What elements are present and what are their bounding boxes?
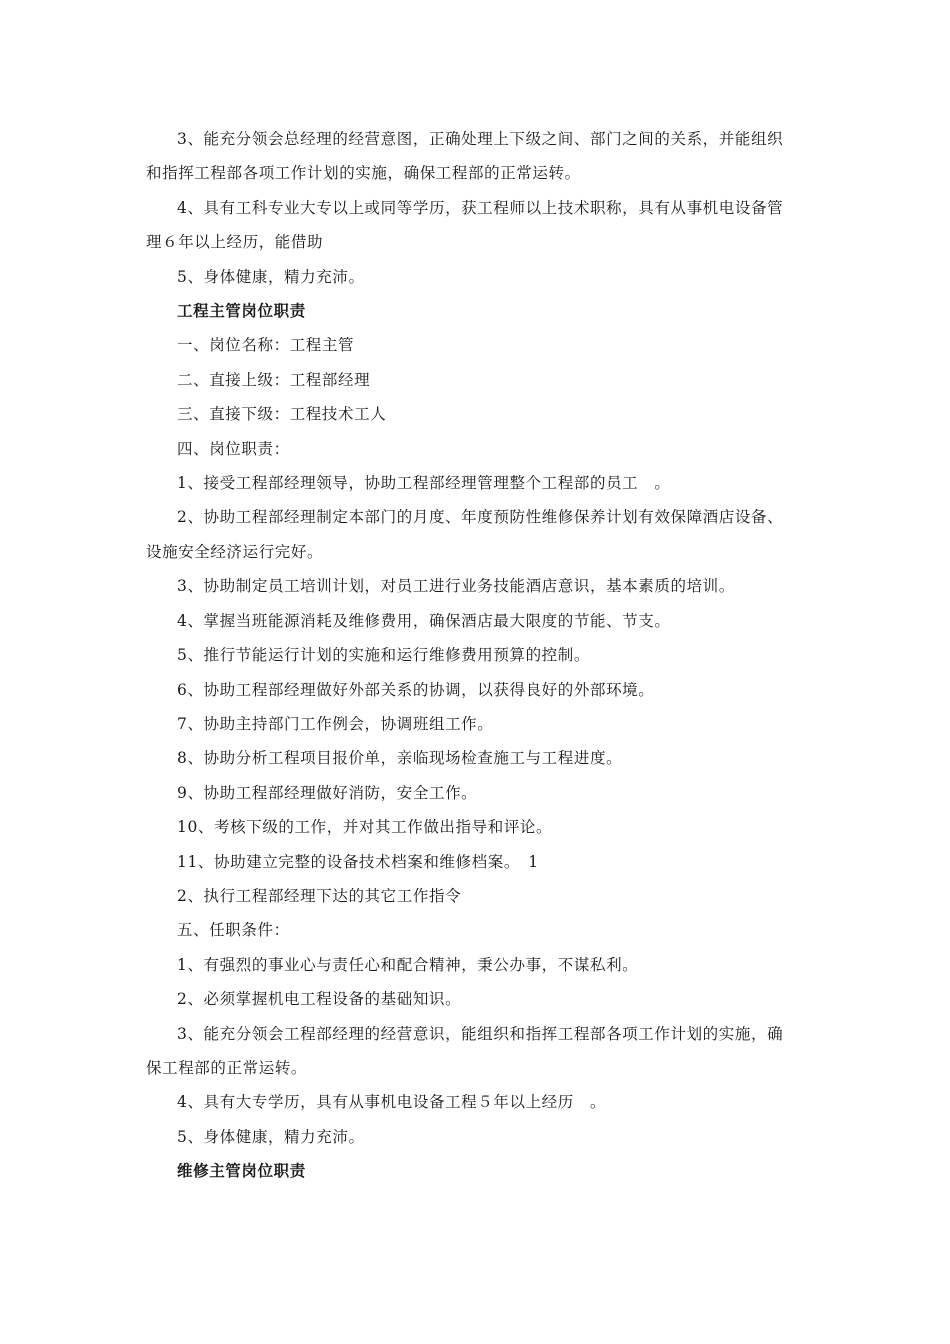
text-line: 2、协助工程部经理制定本部门的月度、年度预防性维修保养计划有效保障酒店设备、: [177, 508, 784, 527]
text-line: 理６年以上经历，能借助: [146, 233, 324, 252]
text-line: 9、协助工程部经理做好消防，安全工作。: [177, 783, 478, 802]
text-line: 8、协助分析工程项目报价单，亲临现场检查施工与工程进度。: [177, 749, 623, 768]
text-line: 3、能充分领会工程部经理的经营意识，能组织和指挥工程部各项工作计划的实施，确: [177, 1024, 784, 1043]
text-line: 二、直接上级：工程部经理: [177, 370, 371, 389]
text-line: 3、协助制定员工培训计划，对员工进行业务技能酒店意识，基本素质的培训。: [177, 577, 735, 596]
paragraph: [146, 604, 810, 638]
paragraph: [146, 879, 810, 913]
text-line: 5、身体健康，精力充沛。: [177, 267, 365, 286]
text-line: 3、能充分领会总经理的经营意图，正确处理上下级之间、部门之间的关系，并能组织: [177, 130, 784, 148]
paragraph: [146, 363, 810, 397]
paragraph: [146, 707, 810, 741]
paragraph: [146, 1120, 810, 1154]
paragraph: [146, 466, 810, 500]
paragraph: [146, 948, 810, 982]
paragraph: [146, 810, 810, 844]
section-heading: 维修主管岗位职责: [177, 1161, 306, 1181]
text-line: 7、协助主持部门工作例会，协调班组工作。: [177, 714, 494, 733]
text-line: 4、具有工科专业大专以上或同等学历，获工程师以上技术职称，具有从事机电设备管: [177, 198, 784, 217]
paragraph: [146, 191, 810, 260]
text-line: 和指挥工程部各项工作计划的实施，确保工程部的正常运转。: [146, 164, 581, 183]
paragraph: [146, 673, 810, 707]
text-line: 一、岗位名称：工程主管: [177, 336, 355, 355]
text-line: 4、掌握当班能源消耗及维修费用，确保酒店最大限度的节能、节支。: [177, 611, 671, 630]
paragraph: [146, 982, 810, 1016]
text-line: 设施安全经济运行完好。: [146, 542, 324, 561]
text-line: 五、任职条件：: [177, 921, 290, 940]
document-page: [146, 122, 810, 1189]
paragraph: [146, 776, 810, 810]
paragraph: [146, 1017, 810, 1086]
paragraph: [146, 638, 810, 672]
paragraph: [146, 122, 810, 191]
paragraph: [146, 328, 810, 362]
paragraph: [146, 397, 810, 431]
paragraph: [146, 432, 810, 466]
paragraph: [146, 569, 810, 603]
paragraph: [146, 260, 810, 294]
section-heading: 工程主管岗位职责: [177, 301, 306, 321]
text-line: 1、接受工程部经理领导，协助工程部经理管理整个工程部的员工 。: [177, 474, 671, 493]
paragraph: [146, 741, 810, 775]
text-line: 6、协助工程部经理做好外部关系的协调，以获得良好的外部环境。: [177, 680, 655, 699]
text-line: 2、必须掌握机电工程设备的基础知识。: [177, 990, 462, 1009]
text-line: 5、身体健康，精力充沛。: [177, 1127, 365, 1146]
paragraph: [146, 913, 810, 947]
paragraph: [146, 500, 810, 569]
text-line: 三、直接下级：工程技术工人: [177, 405, 387, 424]
text-line: 1、有强烈的事业心与责任心和配合精神，秉公办事，不谋私利。: [177, 955, 639, 974]
text-line: 保工程部的正常运转。: [146, 1058, 308, 1077]
paragraph: [146, 1085, 810, 1119]
text-line: 5、推行节能运行计划的实施和运行维修费用预算的控制。: [177, 646, 590, 665]
text-line: 四、岗位职责：: [177, 439, 290, 458]
text-line: 10、考核下级的工作，并对其工作做出指导和评论。: [177, 818, 553, 837]
text-line: 4、具有大专学历，具有从事机电设备工程５年以上经历 。: [177, 1093, 607, 1112]
text-line: 2、执行工程部经理下达的其它工作指令: [177, 886, 462, 905]
paragraph: [146, 845, 810, 879]
text-line: 11、协助建立完整的设备技术档案和维修档案。 1: [177, 852, 539, 871]
